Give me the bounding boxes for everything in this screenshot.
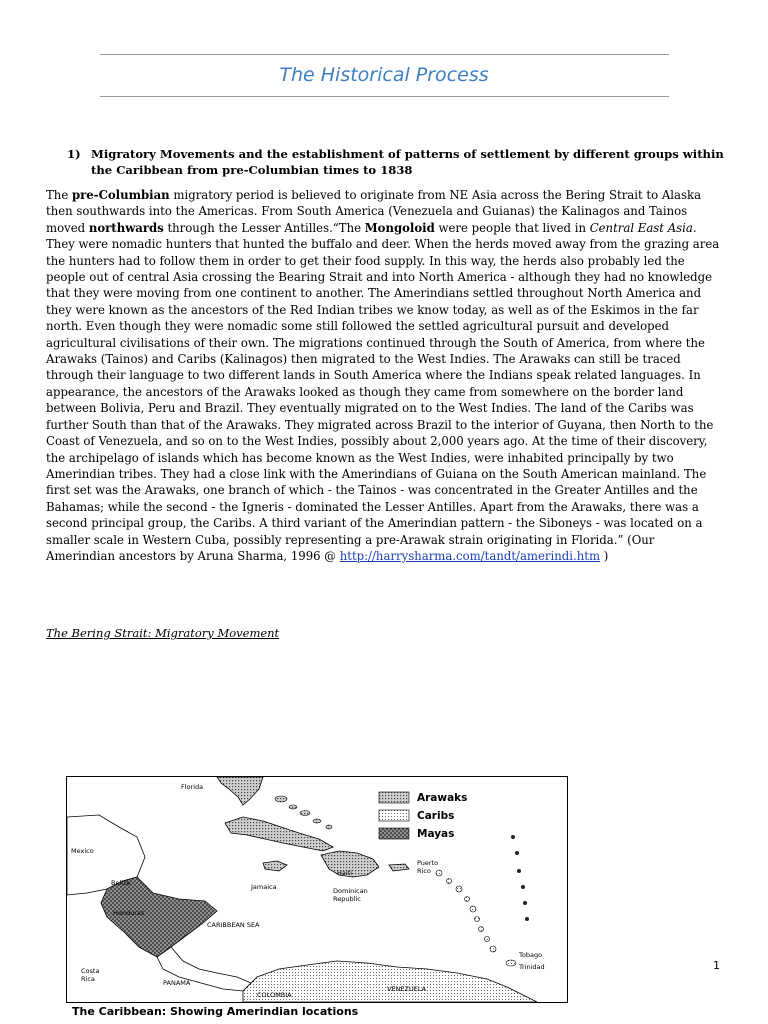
text-run: The	[46, 188, 72, 202]
term-pre-columbian: pre-Columbian	[71, 188, 170, 202]
label-costa: Costa	[81, 967, 100, 975]
legend-swatch-mayas	[379, 828, 409, 839]
text-run: were people that lived in	[434, 220, 590, 235]
figure-caption: The Bering Strait: Migratory Movement	[46, 626, 280, 640]
term-northwards: northwards	[88, 220, 164, 235]
label-jamaica: Jamaica	[251, 883, 277, 891]
legend-mayas: Mayas	[417, 828, 455, 840]
lesser-antilles-dark	[511, 835, 529, 921]
bahamas	[275, 796, 332, 829]
caribbean-map	[66, 776, 568, 1003]
legend-arawaks: Arawaks	[417, 792, 468, 804]
label-puerto: Puerto	[417, 859, 439, 867]
label-dominican: Dominican	[333, 887, 368, 895]
title-rule	[100, 96, 669, 97]
label-panama: PANAMA	[163, 979, 191, 987]
label-haiti: Haiti	[337, 869, 353, 877]
body-paragraph	[46, 187, 724, 564]
label-venezuela: VENEZUELA	[387, 985, 427, 993]
section-number: 1)	[67, 147, 81, 161]
page-number: 1	[713, 959, 720, 972]
text-run: )	[600, 548, 609, 563]
label-colombia: COLOMBIA	[257, 991, 292, 999]
lesser-antilles	[436, 870, 516, 966]
text-run: migratory period is believed to originate from NE Asia across the Bering Strait to Alaska then southwards into the Americas. From South America (Venezuela and Guianas) the Kalinagos and Tainos moved	[46, 188, 702, 235]
label-florida: Florida	[181, 783, 204, 791]
legend-swatch-arawaks	[379, 792, 409, 803]
label-trinidad: Trinidad	[519, 963, 545, 971]
label-honduras: Honduras	[113, 909, 145, 917]
label-mexico: Mexico	[71, 847, 94, 855]
label-republic: Republic	[333, 895, 361, 903]
label-tobago: Tobago	[519, 951, 543, 959]
land-puerto-rico	[389, 864, 409, 871]
land-jamaica	[263, 861, 287, 871]
label-belize: Belize	[111, 879, 131, 887]
term-central-east-asia: Central East Asia.	[589, 220, 697, 235]
legend-caribs: Caribs	[417, 810, 455, 822]
land-florida	[217, 777, 263, 805]
legend-swatch-caribs	[379, 810, 409, 821]
map-caption: The Caribbean: Showing Amerindian locations	[72, 1005, 359, 1018]
label-rico: Rico	[417, 867, 431, 875]
top-rule	[100, 54, 669, 55]
map-graphic	[67, 777, 567, 1002]
section-heading-text: Migratory Movements and the establishment of patterns of settlement by different groups within the Caribbean from pre-Columbian times to 1838	[91, 147, 724, 177]
text-run: They were nomadic hunters that hunted the buffalo and deer. When the herds moved away from the grazing area the hunters had to follow them in order to get their food supply. In this way, the herds also probably led the people out of central Asia crossing the Bearing Strait and into North America - although they had no knowledge that they were moving from one continent to another. The Amerindians settled throughout North America and they were known as the ancestors of the Red Indian tribes we know today, as well as of the Eskimos in the far north. Even though they were nomadic some still followed the settled agricultural pursuit and developed agricultural civilisations of their own. The migrations continued through the South of America, from where the Arawaks (Tainos) and Caribs (Kalinagos) then migrated to the West Indies. The Arawaks can still be traced through their language to two different lands in South America where the Indians speak related languages. In appearance, the ancestors of the Arawaks looked as though they came from somewhere on the border land between Bolivia, Peru and Brazil. They eventually migrated on to the West Indies. The land of the Caribs was further South than that of the Arawaks. They migrated across Brazil to the interior of Guyana, then North to the Coast of Venezuela, and so on to the West Indies, possibly about 2,000 years ago. At the time of their discovery, the archipelago of islands which has become known as the West Indies, were inhabited principally by two Amerindian tribes. They had a close link with the Amerindians of Guiana on the South American mainland. The first set was the Arawaks, one branch of which - the Tainos - was concentrated in the Greater Antilles and the Bahamas; while the second - the Igneris - dominated the Lesser Antilles. Apart from the Arawaks, there was a second principal group, the Caribs. A third variant of the Amerindian pattern - the Siboneys - was located on a smaller scale in Western Cuba, possibly representing a pre-Arawak strain originating in Florida.” (Our Amerindian ancestors by Aruna Sharma, 1996 @	[46, 237, 720, 563]
land-central-america	[101, 877, 217, 957]
text-run: through the Lesser Antilles.“The	[163, 220, 365, 235]
term-mongoloid: Mongoloid	[364, 220, 435, 235]
page-title: The Historical Process	[279, 64, 489, 86]
label-caribbean-sea: CARIBBEAN SEA	[207, 921, 260, 929]
source-link[interactable]: http://harrysharma.com/tandt/amerindi.htm	[339, 548, 601, 563]
label-rica: Rica	[81, 975, 95, 983]
